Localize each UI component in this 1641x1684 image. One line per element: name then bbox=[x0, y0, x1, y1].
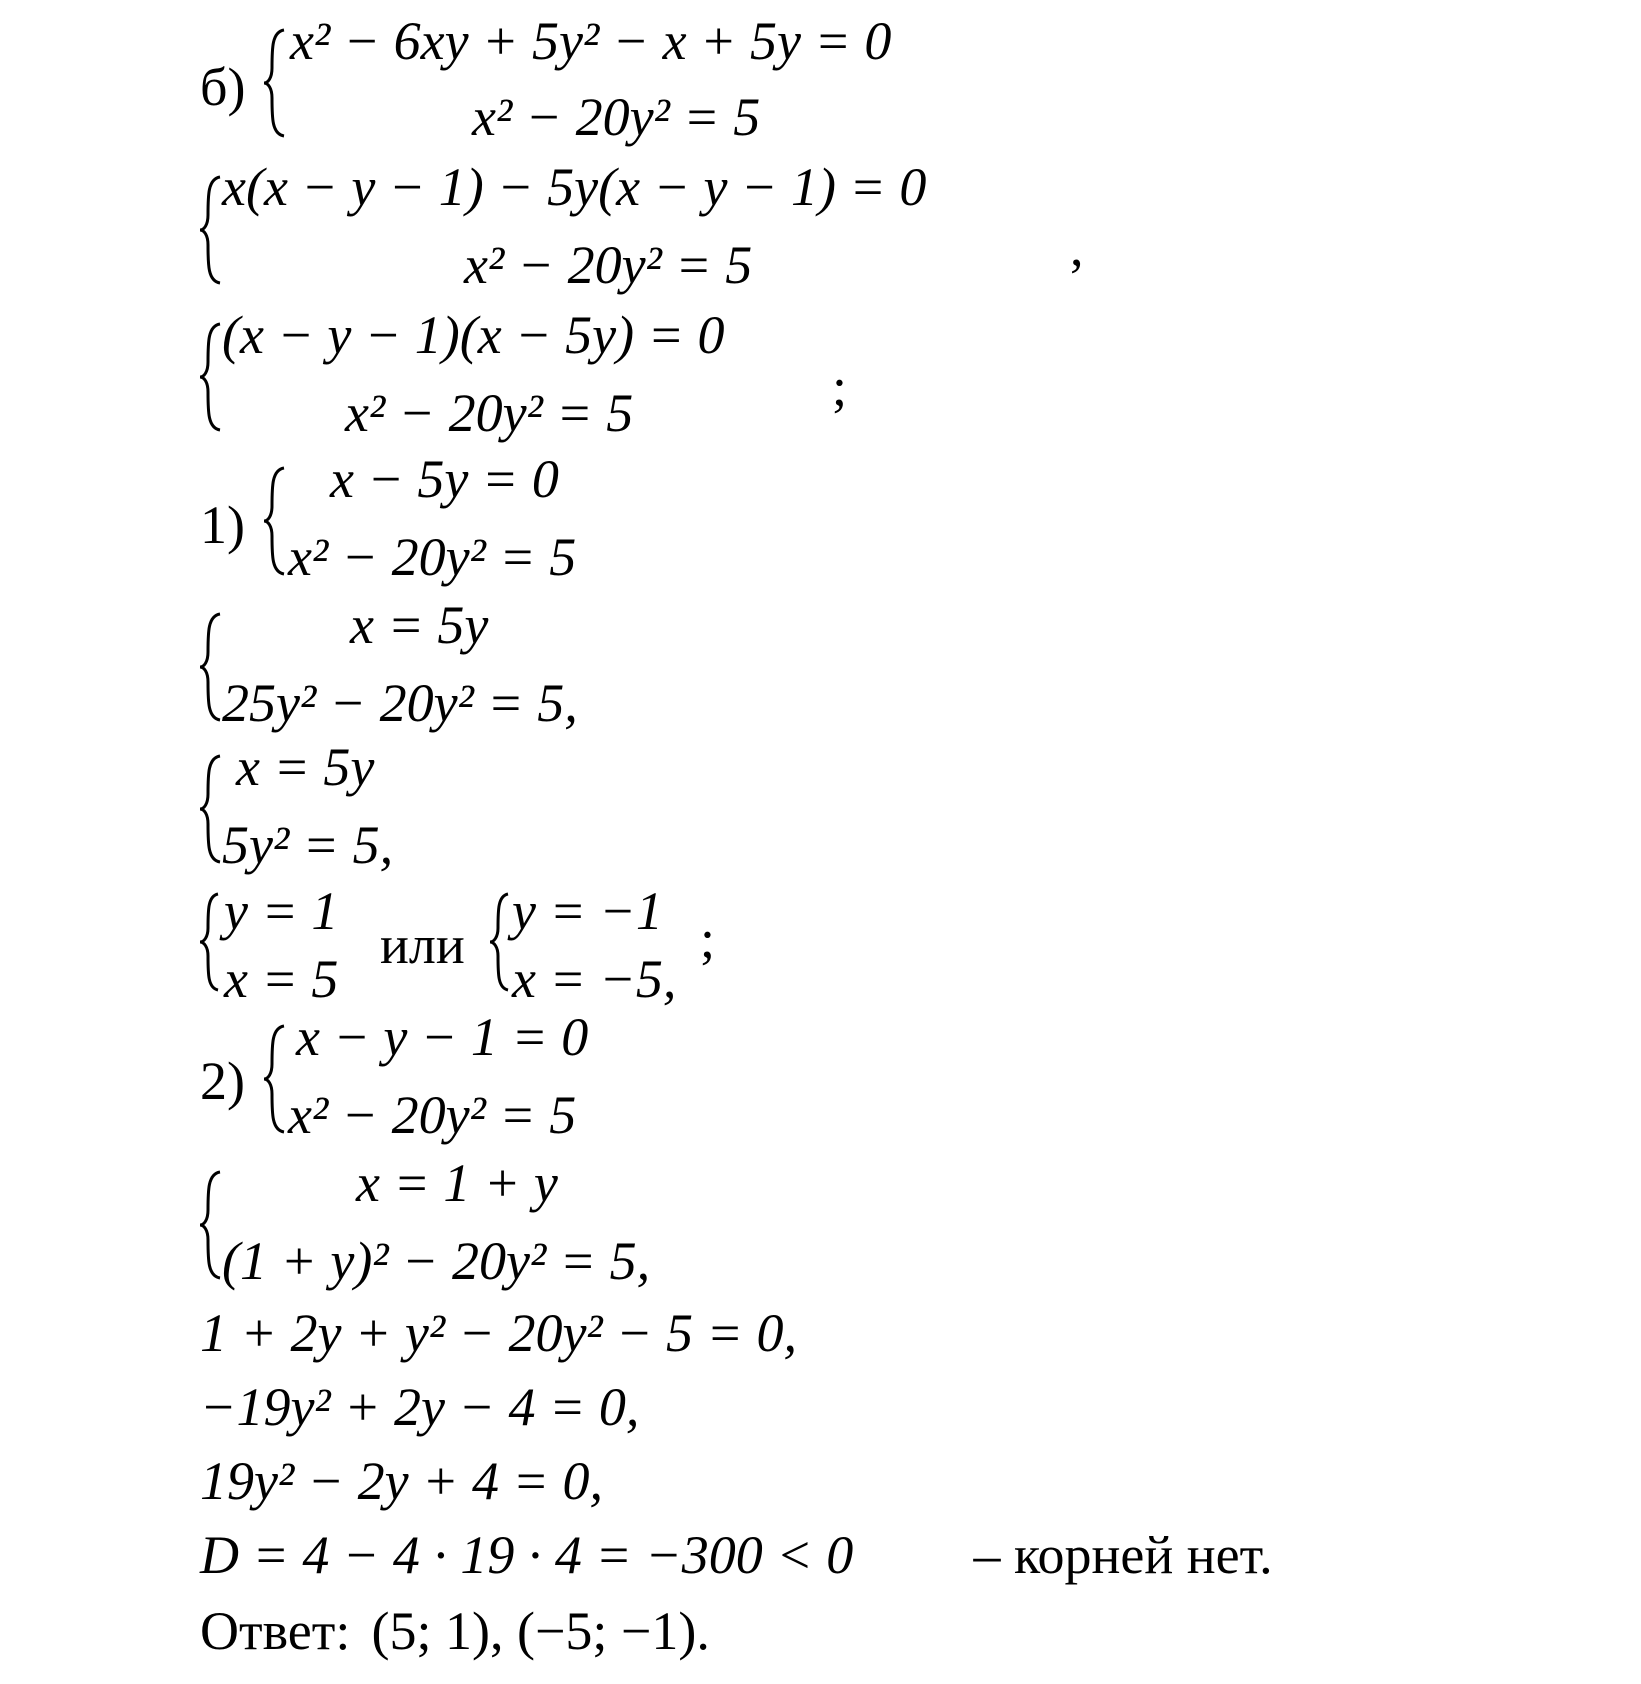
brace-case1-sol-b bbox=[488, 892, 512, 992]
step2-eq1: (x − y − 1)(x − 5y) = 0 bbox=[222, 305, 725, 365]
case1-sys1-eq2: x² − 20y² = 5 bbox=[288, 527, 577, 587]
case2-sys2-eq1: x = 1 + y bbox=[356, 1153, 558, 1213]
brace-case1-sys2 bbox=[198, 612, 224, 722]
case1-label: 1) bbox=[200, 495, 245, 555]
line-discriminant: D = 4 − 4 · 19 · 4 = −300 < 0 bbox=[200, 1525, 854, 1585]
case2-label: 2) bbox=[200, 1051, 245, 1111]
brace-case1-sol-a bbox=[198, 892, 222, 992]
answer-value: (5; 1), (−5; −1). bbox=[358, 1601, 710, 1661]
brace-case1-sys1 bbox=[262, 466, 288, 576]
case1-sys2-eq2: 25y² − 20y² = 5, bbox=[222, 673, 578, 733]
brace-system-b bbox=[262, 28, 288, 138]
step1-eq2: x² − 20y² = 5 bbox=[464, 235, 753, 295]
case1-sys3-eq2: 5y² = 5, bbox=[222, 815, 394, 875]
case1-sol-b-eq2: x = −5, bbox=[512, 949, 677, 1009]
line-3: 19y² − 2y + 4 = 0, bbox=[200, 1451, 603, 1511]
system-b-eq1: x² − 6xy + 5y² − x + 5y = 0 bbox=[290, 11, 892, 71]
brace-case2-sys1 bbox=[262, 1024, 288, 1134]
case1-sol-a-eq2: x = 5 bbox=[224, 949, 339, 1009]
case2-sys2-eq2: (1 + y)² − 20y² = 5, bbox=[222, 1231, 651, 1291]
case2-sys1-eq2: x² − 20y² = 5 bbox=[288, 1085, 577, 1145]
step1-tail: , bbox=[1070, 217, 1084, 277]
line-2: −19y² + 2y − 4 = 0, bbox=[200, 1377, 640, 1437]
case1-sol-b-eq1: y = −1 bbox=[512, 881, 663, 941]
answer-label: Ответ: bbox=[200, 1601, 351, 1661]
part-label: б) bbox=[200, 57, 246, 117]
case1-sys3-eq1: x = 5y bbox=[236, 737, 375, 797]
brace-step2 bbox=[198, 322, 224, 432]
step2-eq2: x² − 20y² = 5 bbox=[345, 383, 634, 443]
line-1: 1 + 2y + y² − 20y² − 5 = 0, bbox=[200, 1303, 797, 1363]
brace-step1 bbox=[198, 175, 224, 285]
case1-sys2-eq1: x = 5y bbox=[350, 595, 489, 655]
case1-sol-b-tail: ; bbox=[700, 909, 716, 969]
system-b-eq2: x² − 20y² = 5 bbox=[472, 87, 761, 147]
case2-sys1-eq1: x − y − 1 = 0 bbox=[296, 1007, 589, 1067]
step2-tail: ; bbox=[832, 357, 848, 417]
brace-case1-sys3 bbox=[198, 754, 224, 864]
brace-case2-sys2 bbox=[198, 1170, 224, 1280]
no-roots-text: – корней нет. bbox=[960, 1525, 1273, 1585]
step1-eq1: x(x − y − 1) − 5y(x − y − 1) = 0 bbox=[222, 157, 927, 217]
case1-sol-a-eq1: y = 1 bbox=[224, 881, 339, 941]
case1-sys1-eq1: x − 5y = 0 bbox=[330, 449, 559, 509]
case1-or-word: или bbox=[380, 915, 465, 975]
